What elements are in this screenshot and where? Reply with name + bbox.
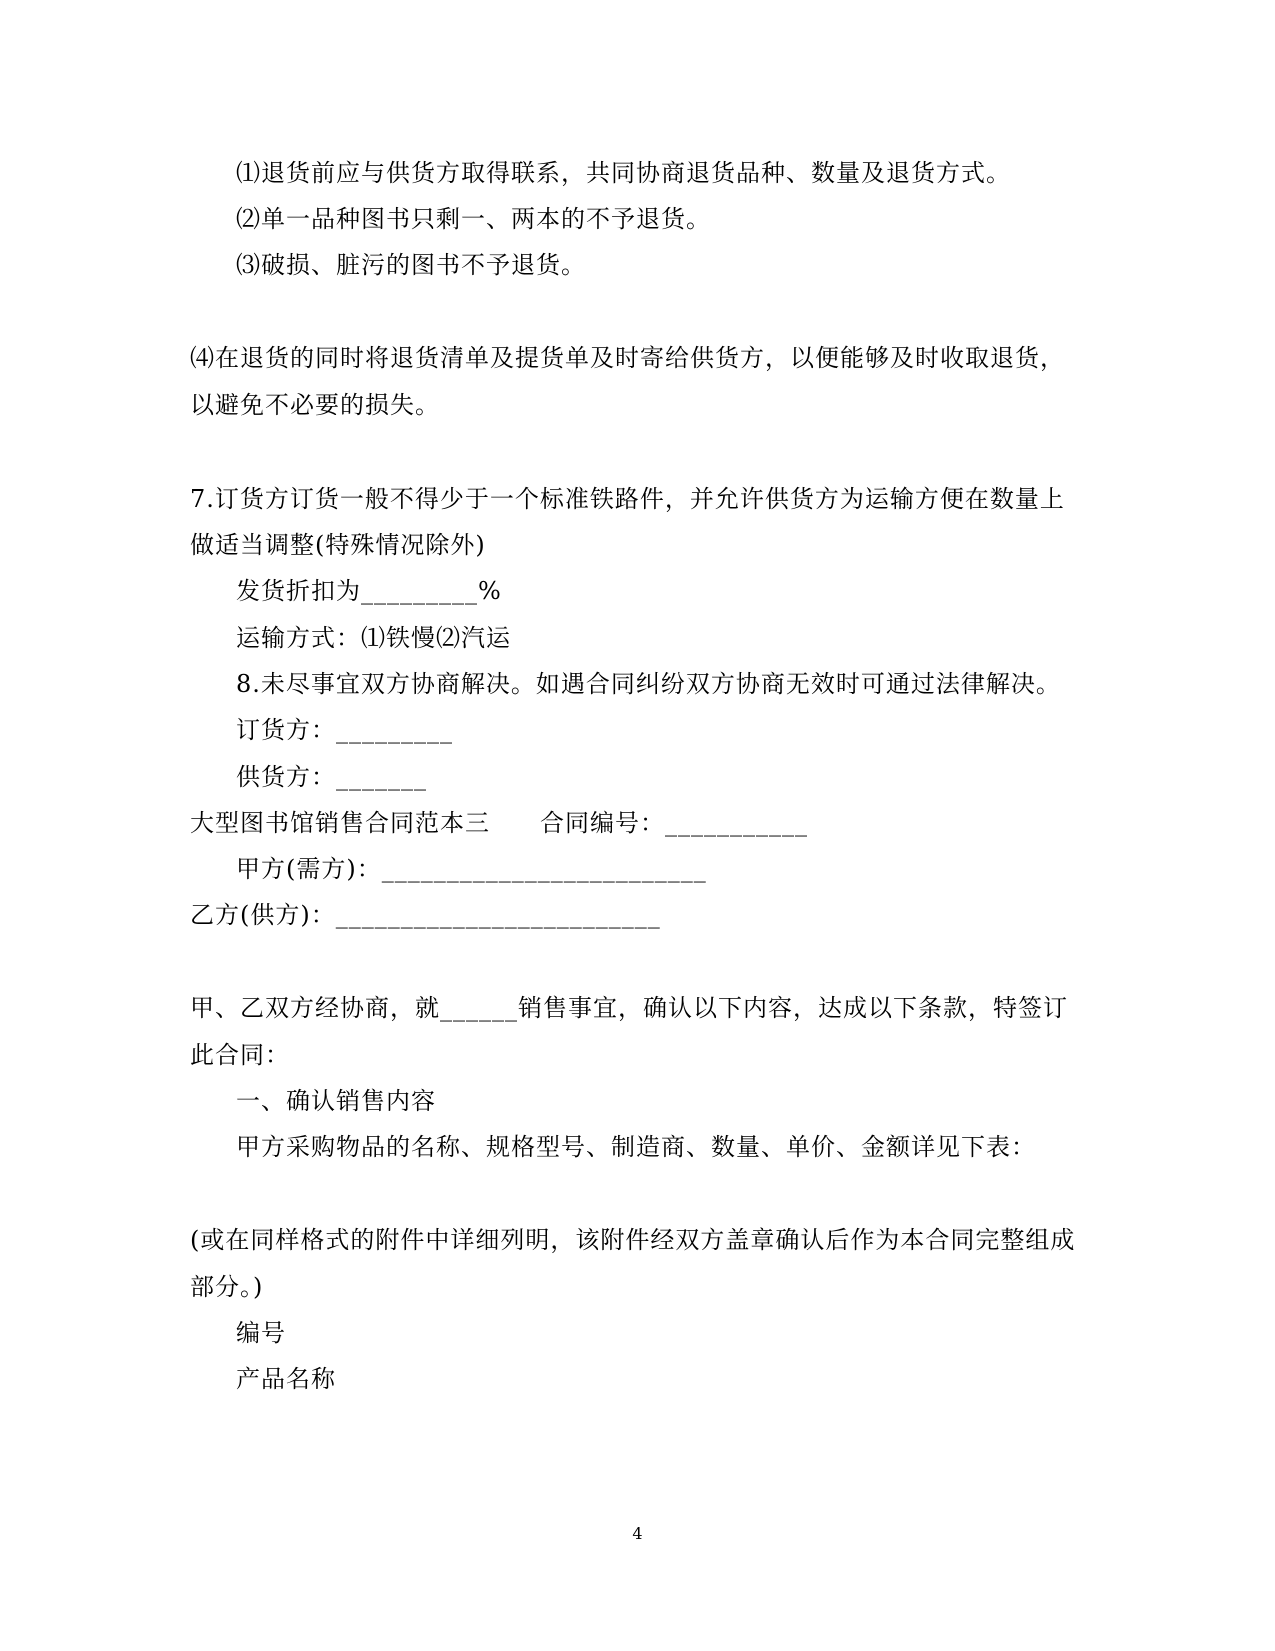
party-b-field: 乙方(供方)：_________________________ [190,901,661,929]
return-clause-4: ⑷在退货的同时将退货清单及提货单及时寄给供货方，以便能够及时收取退货， [190,344,1065,372]
party-a-field: 甲方(需方)：_________________________ [236,855,707,883]
purchase-details: 甲方采购物品的名称、规格型号、制造商、数量、单价、金额详见下表： [236,1133,1036,1161]
table-header-product-name: 产品名称 [236,1365,336,1393]
return-clause-3: ⑶破损、脏污的图书不予退货。 [236,251,586,279]
attachment-note: (或在同样格式的附件中详细列明，该附件经双方盖章确认后作为本合同完整组成 [190,1226,1076,1254]
table-header-number: 编号 [236,1319,286,1347]
discount-field: 发货折扣为_________% [236,577,502,605]
contract-preamble-continued: 此合同： [190,1041,290,1069]
attachment-note-continued: 部分。) [190,1273,264,1301]
supplier-signature: 供货方：_______ [236,763,427,791]
return-clause-1: ⑴退货前应与供货方取得联系，共同协商退货品种、数量及退货方式。 [236,159,1011,187]
clause-8: 8.未尽事宜双方协商解决。如遇合同纠纷双方协商无效时可通过法律解决。 [236,670,1061,698]
clause-7: 7.订货方订货一般不得少于一个标准铁路件，并允许供货方为运输方便在数量上 [190,485,1065,513]
orderer-signature: 订货方：_________ [236,716,453,744]
contract-three-heading: 大型图书馆销售合同范本三 合同编号：___________ [190,809,808,837]
section-one-heading: 一、确认销售内容 [236,1087,436,1115]
return-clause-2: ⑵单一品种图书只剩一、两本的不予退货。 [236,205,711,233]
clause-7-continued: 做适当调整(特殊情况除外) [190,531,486,559]
contract-preamble: 甲、乙双方经协商，就______销售事宜，确认以下内容，达成以下条款，特签订 [190,994,1068,1022]
return-clause-4-continued: 以避免不必要的损失。 [190,391,440,419]
transport-method: 运输方式：⑴铁慢⑵汽运 [236,624,511,652]
page-number: 4 [632,1524,643,1543]
